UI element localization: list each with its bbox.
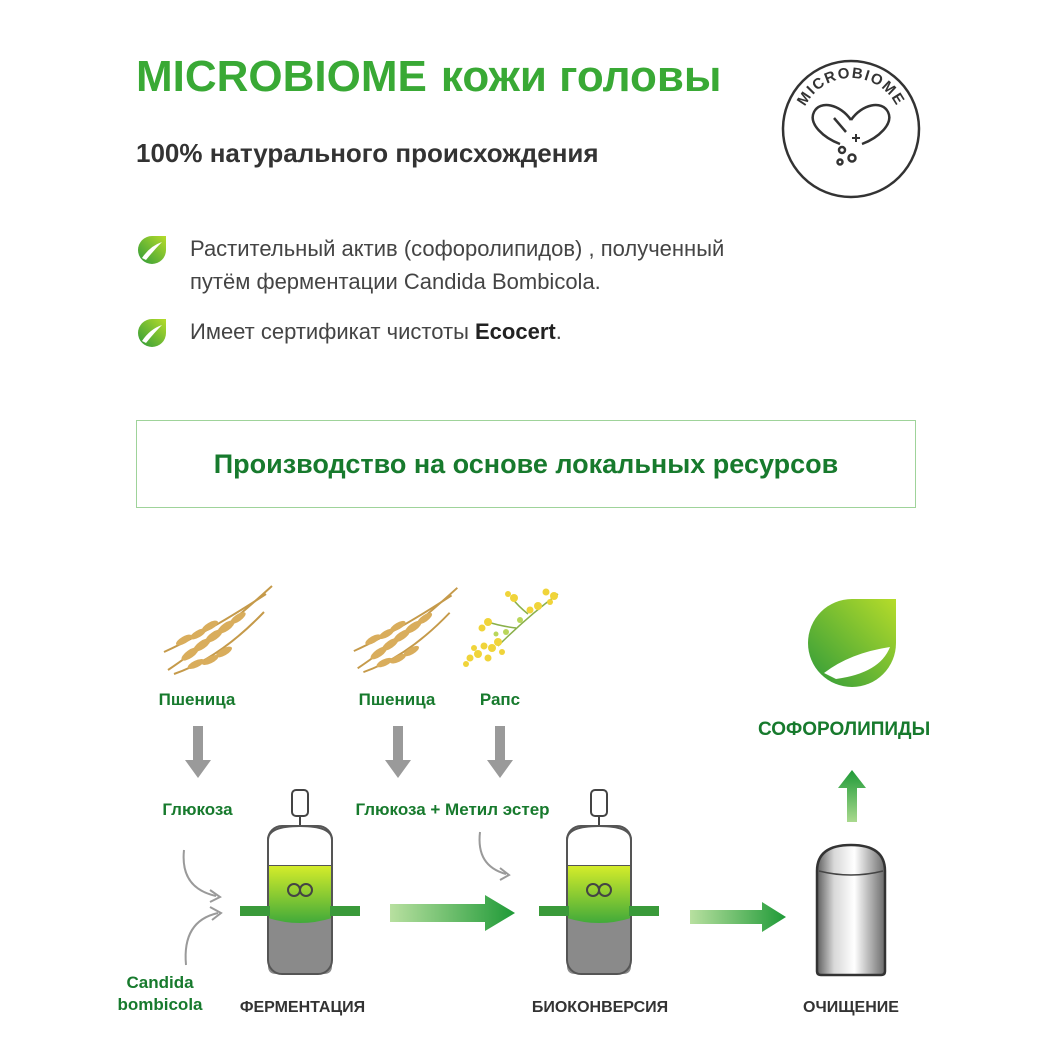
purification-column bbox=[815, 843, 887, 977]
bioconversion-tank bbox=[537, 788, 662, 976]
arrow-down-icon bbox=[385, 726, 411, 778]
label-sophorolipids: СОФОРОЛИПИДЫ bbox=[758, 719, 931, 740]
bullet-2-text: Имеет сертификат чистоты bbox=[190, 319, 475, 344]
microbiome-badge bbox=[780, 58, 922, 200]
bullet-2-end: . bbox=[555, 319, 562, 344]
rapeseed-icon bbox=[458, 586, 563, 671]
arrow-down-icon bbox=[487, 726, 513, 778]
curved-arrow-icon bbox=[472, 830, 512, 880]
bullet-item-2 bbox=[136, 315, 562, 349]
label-rapeseed: Рапс bbox=[479, 690, 521, 709]
arrow-up-icon bbox=[838, 770, 866, 822]
bullet-1-line-1: Растительный актив (софоролипидов) , полученный bbox=[190, 236, 725, 261]
fermentation-tank bbox=[238, 788, 363, 976]
label-glucose-ester: Глюкоза + Метил эстер bbox=[355, 800, 550, 819]
bullet-text-2 bbox=[190, 315, 562, 348]
bullet-1-line-2: путём ферментации Candida Bombicola. bbox=[190, 269, 601, 294]
ecocert-label: Ecocert bbox=[475, 319, 556, 344]
process-arrow-icon bbox=[690, 902, 786, 932]
bullet-text-1 bbox=[190, 232, 724, 298]
title-rest: кожи головы bbox=[440, 52, 722, 101]
leaf-icon bbox=[136, 234, 168, 266]
wheat-icon bbox=[160, 582, 280, 677]
curved-arrow-icon bbox=[178, 905, 228, 967]
subtitle: 100% натурального происхождения bbox=[136, 138, 599, 168]
wheat-icon bbox=[350, 582, 465, 677]
title-brand: MICROBIOME bbox=[136, 52, 427, 101]
page-title bbox=[136, 52, 722, 102]
label-wheat-1: Пшеница bbox=[158, 690, 236, 709]
label-candida bbox=[112, 972, 208, 1016]
stage-bioconversion: БИОКОНВЕРСИЯ bbox=[531, 999, 669, 1016]
local-resources-banner bbox=[136, 420, 916, 508]
capsule-icon bbox=[813, 105, 890, 164]
sophorolipid-leaf-icon bbox=[806, 597, 898, 689]
label-glucose: Глюкоза bbox=[162, 800, 233, 819]
badge-text: MICROBIOME bbox=[793, 64, 909, 109]
arrow-down-icon bbox=[185, 726, 211, 778]
svg-text:MICROBIOME bbox=[794, 65, 908, 109]
stage-purification: ОЧИЩЕНИЕ bbox=[803, 999, 899, 1016]
stage-fermentation: ФЕРМЕНТАЦИЯ bbox=[239, 999, 366, 1016]
leaf-icon bbox=[136, 317, 168, 349]
curved-arrow-icon bbox=[176, 848, 226, 904]
process-arrow-icon bbox=[390, 895, 515, 931]
banner-text: Производство на основе локальных ресурсов bbox=[213, 448, 839, 479]
label-candida-line-1: Candida bbox=[126, 973, 194, 992]
label-candida-line-2: bombicola bbox=[117, 995, 203, 1014]
label-wheat-2: Пшеница bbox=[358, 690, 436, 709]
bullet-item-1 bbox=[136, 232, 724, 298]
